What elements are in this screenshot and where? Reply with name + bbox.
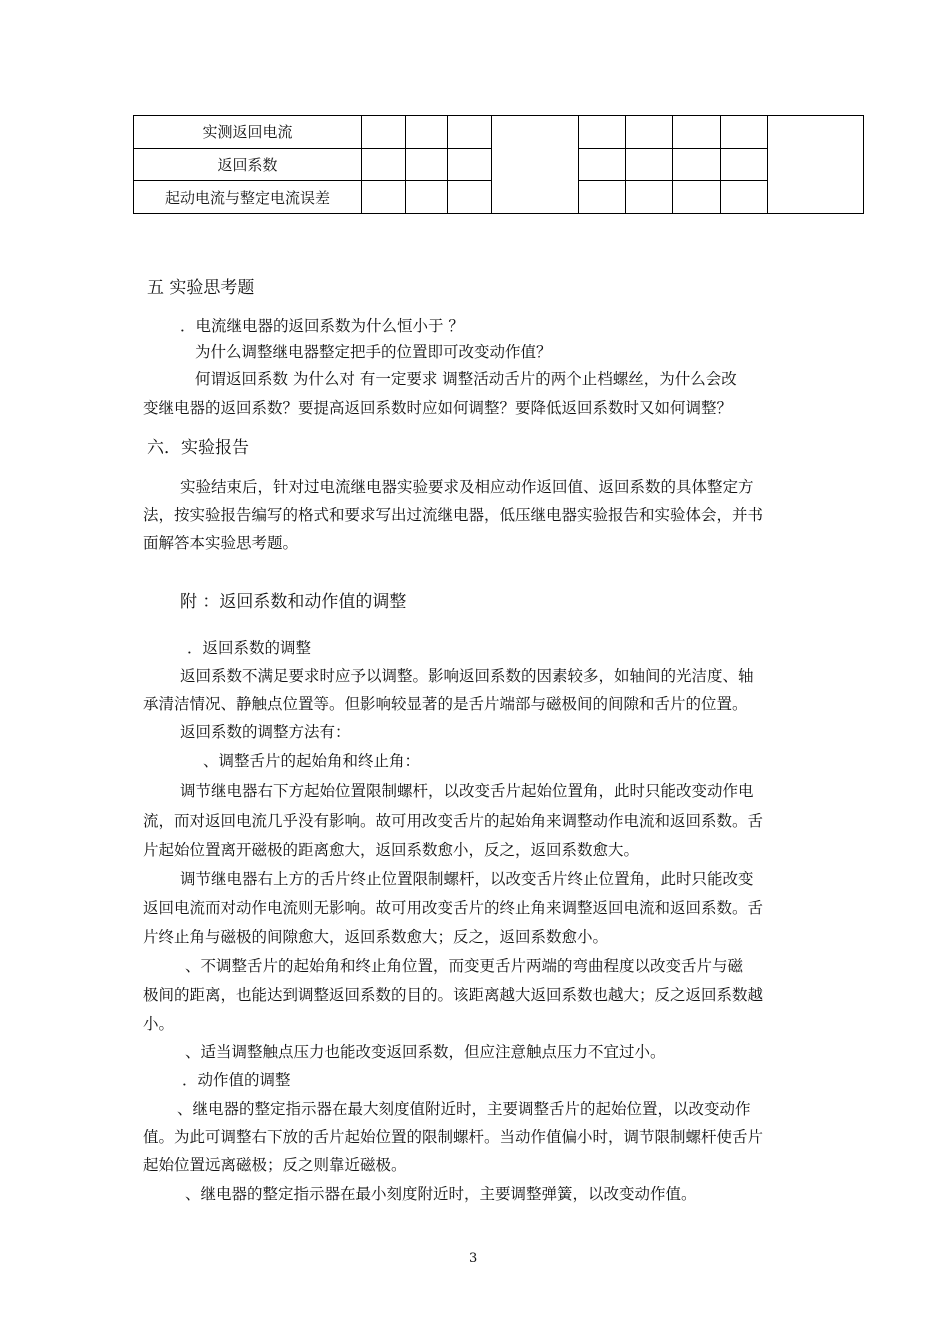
table-cell <box>626 148 673 181</box>
section-heading: 五 实验思考题 <box>147 278 255 298</box>
paragraph-line: 、不调整舌片的起始角和终止角位置，而变更舌片两端的弯曲程度以改变舌片与磁 <box>185 957 744 975</box>
table-cell <box>673 116 721 149</box>
table-cell <box>626 116 673 149</box>
table-cell <box>626 181 673 214</box>
appendix-heading: 附 ：返回系数和动作值的调整 <box>180 592 407 612</box>
paragraph-line: 起始位置远离磁极；反之则靠近磁极。 <box>143 1156 407 1174</box>
table-cell <box>448 116 492 149</box>
table-cell <box>362 181 406 214</box>
table-cell <box>579 181 626 214</box>
table-cell <box>768 116 864 214</box>
paragraph-line: 片起始位置离开磁极的距离愈大，返回系数愈小，反之，返回系数愈大。 <box>143 841 640 859</box>
paragraph-line: 片终止角与磁极的间隙愈大，返回系数愈大；反之，返回系数愈小。 <box>143 928 609 946</box>
paragraph-line: 流，而对返回电流几乎没有影响。故可用改变舌片的起始角来调整动作电流和返回系数。舌 <box>143 812 764 830</box>
table-cell <box>362 116 406 149</box>
paragraph-line: 实验结束后，针对过电流继电器实验要求及相应动作返回值、返回系数的具体整定方 <box>180 478 754 496</box>
paragraph-line: 返回系数的调整方法有： <box>180 723 351 741</box>
table-cell <box>448 148 492 181</box>
paragraph-line: 极间的距离，也能达到调整返回系数的目的。该距离越大返回系数也越大；反之返回系数越 <box>143 986 764 1004</box>
table-row <box>134 116 864 149</box>
row-label: 实测返回电流 <box>134 116 362 149</box>
table-cell <box>721 181 768 214</box>
paragraph-line: 、适当调整触点压力也能改变返回系数，但应注意触点压力不宜过小。 <box>185 1043 666 1061</box>
table-cell <box>579 116 626 149</box>
table-cell <box>721 116 768 149</box>
page-number: 3 <box>469 1251 478 1266</box>
paragraph-line: 调节继电器右下方起始位置限制螺杆，以改变舌片起始位置角，此时只能改变动作电 <box>180 782 754 800</box>
table-cell <box>406 181 448 214</box>
question-3-line: 变继电器的返回系数？要提高返回系数时应如何调整？要降低返回系数时又如何调整？ <box>143 399 733 417</box>
question-2: 为什么调整继电器整定把手的位置即可改变动作值？ <box>195 343 552 361</box>
paragraph-line: 、继电器的整定指示器在最大刻度值附近时，主要调整舌片的起始位置，以改变动作 <box>177 1100 751 1118</box>
paragraph-line: 返回电流而对动作电流则无影响。故可用改变舌片的终止角来调整返回电流和返回系数。舌 <box>143 899 764 917</box>
row-label: 起动电流与整定电流误差 <box>134 181 362 214</box>
paragraph-line: 法，按实验报告编写的格式和要求写出过流继电器，低压继电器实验报告和实验体会，并书 <box>143 506 764 524</box>
paragraph-line: 面解答本实验思考题。 <box>143 534 299 552</box>
paragraph-line: 返回系数不满足要求时应予以调整。影响返回系数的因素较多，如轴间的光洁度、轴 <box>180 667 754 685</box>
paragraph-line: 值。为此可调整右下放的舌片起始位置的限制螺杆。当动作值偏小时，调节限制螺杆使舌片 <box>143 1128 764 1146</box>
table-cell <box>406 148 448 181</box>
table-cell <box>673 148 721 181</box>
question-1: ．电流继电器的返回系数为什么恒小于 ？ <box>180 317 464 335</box>
table-cell <box>492 116 579 214</box>
paragraph-line: 、继电器的整定指示器在最小刻度附近时，主要调整弹簧，以改变动作值。 <box>185 1185 697 1203</box>
table-cell <box>579 148 626 181</box>
table-cell <box>721 148 768 181</box>
paragraph-line: 、调整舌片的起始角和终止角： <box>203 752 421 770</box>
table-cell <box>406 116 448 149</box>
table-cell <box>448 181 492 214</box>
paragraph-line: 小。 <box>143 1015 175 1033</box>
table-cell <box>362 148 406 181</box>
paragraph-line: 承清洁情况、静触点位置等。但影响较显著的是舌片端部与磁极间的间隙和舌片的位置。 <box>143 695 748 713</box>
results-table <box>133 115 864 214</box>
section-heading: 六．实验报告 <box>147 438 249 458</box>
subsection-heading: ．动作值的调整 <box>182 1071 291 1089</box>
subsection-heading: ．返回系数的调整 <box>187 639 312 657</box>
row-label: 返回系数 <box>134 148 362 181</box>
paragraph-line: 调节继电器右上方的舌片终止位置限制螺杆，以改变舌片终止位置角，此时只能改变 <box>180 870 754 888</box>
question-3-line: 何谓返回系数 为什么对 有一定要求 调整活动舌片的两个止档螺丝，为什么会改 <box>195 370 737 388</box>
table-cell <box>673 181 721 214</box>
